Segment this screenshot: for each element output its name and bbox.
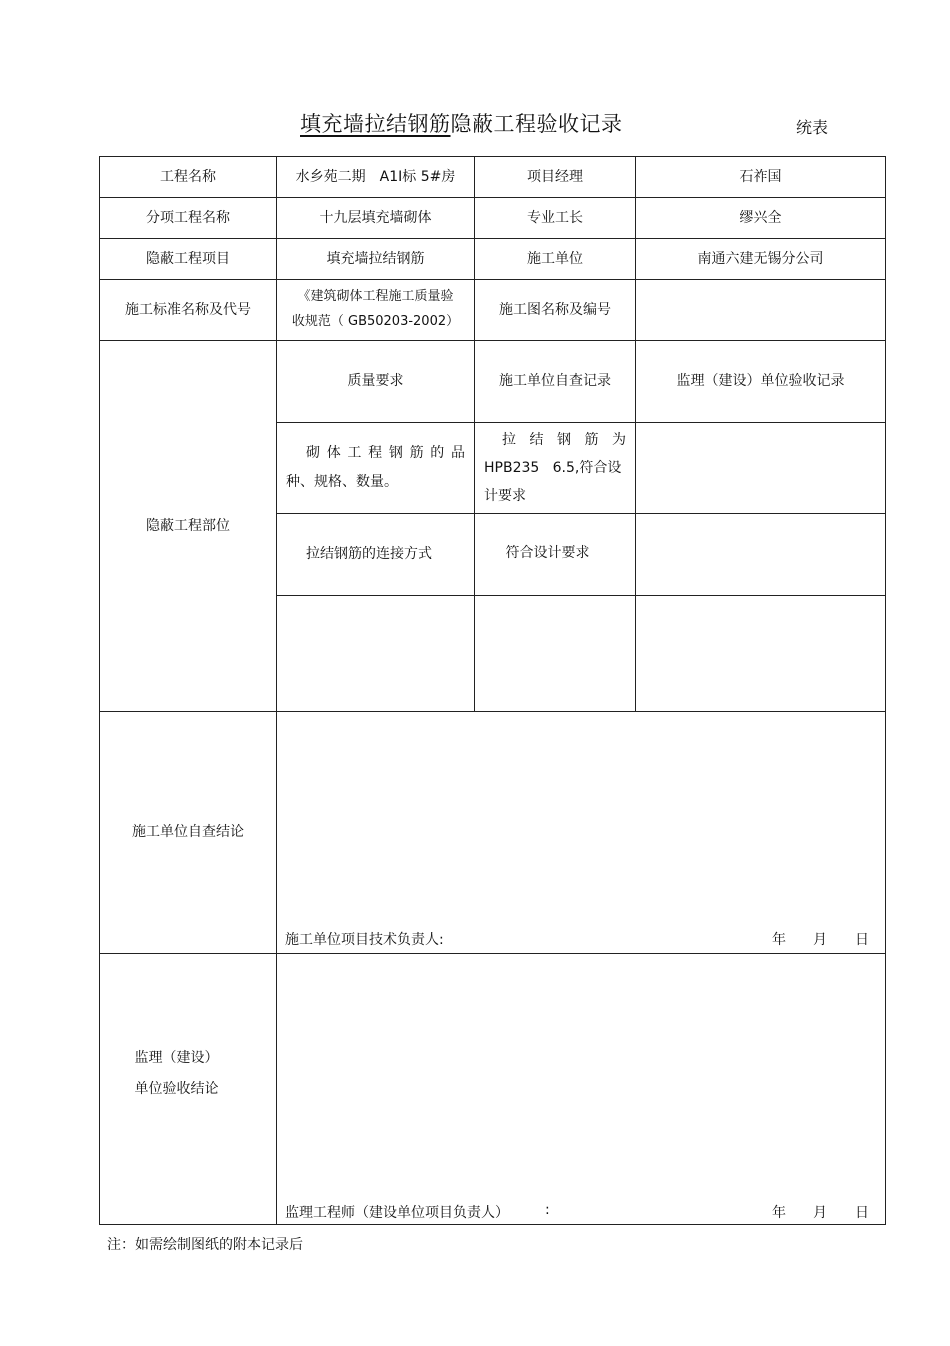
column-self-check-header: 施工单位自查记录 bbox=[499, 373, 611, 390]
footnote: 注：如需绘制图纸的附本记录后 bbox=[107, 1237, 303, 1253]
item1-check-line3: 计要求 bbox=[484, 488, 526, 504]
project-manager-value: 石祚国 bbox=[739, 168, 782, 185]
title-underlined-part: 填充墙拉结钢筋 bbox=[300, 112, 451, 136]
foreman-value: 缪兴全 bbox=[739, 209, 782, 226]
item1-quality bbox=[277, 423, 474, 513]
supervision-conclusion-day: 日 bbox=[855, 1205, 869, 1221]
standard-value-line2: 收规范（ GB50203-2002） bbox=[291, 314, 460, 329]
column-supervision-header: 监理（建设）单位验收记录 bbox=[676, 373, 845, 390]
item2-quality: 拉结钢筋的连接方式 bbox=[306, 546, 432, 563]
hidden-item-value: 填充墙拉结钢筋 bbox=[326, 250, 425, 267]
item2-self-check: 符合设计要求 bbox=[505, 544, 590, 561]
item2-supervision bbox=[636, 514, 885, 595]
item1-quality-line1: 砌体工程钢筋的品 bbox=[306, 444, 465, 461]
item1-check-line1: 拉 结 钢 筋 为 bbox=[502, 432, 626, 448]
standard-value bbox=[277, 280, 474, 340]
supervision-label-line1: 监理（建设） bbox=[134, 1050, 219, 1067]
standard-label: 施工标准名称及代号 bbox=[125, 301, 251, 318]
supervision-conclusion-signer: 监理工程师（建设单位项目负责人） bbox=[285, 1205, 509, 1221]
supervision-conclusion-month: 月 bbox=[813, 1205, 827, 1221]
project-name-value: 水乡苑二期 A1Ⅰ标 5#房 bbox=[295, 168, 456, 185]
standard-value-line1: 《建筑砌体工程施工质量验 bbox=[297, 289, 454, 305]
self-conclusion-label: 施工单位自查结论 bbox=[132, 824, 244, 841]
item1-check-line2: HPB235 6.5,符合设 bbox=[484, 460, 622, 476]
construction-unit-value: 南通六建无锡分公司 bbox=[697, 250, 824, 267]
supervision-conclusion-colon: : bbox=[545, 1202, 550, 1218]
self-conclusion-day: 日 bbox=[855, 932, 869, 948]
title-rest: 隐蔽工程验收记录 bbox=[450, 112, 623, 136]
item1-self-check bbox=[475, 423, 635, 513]
supervision-conclusion-year: 年 bbox=[772, 1205, 786, 1221]
sub-project-label: 分项工程名称 bbox=[146, 209, 230, 226]
project-name-label: 工程名称 bbox=[160, 168, 216, 185]
self-conclusion-month: 月 bbox=[813, 932, 827, 948]
self-conclusion-signer: 施工单位项目技术负责人: bbox=[285, 932, 444, 948]
hidden-part-label: 隐蔽工程部位 bbox=[146, 517, 230, 534]
supervision-label-line2: 单位验收结论 bbox=[134, 1081, 219, 1097]
grid-line bbox=[99, 1224, 886, 1225]
item1-supervision bbox=[636, 423, 885, 513]
drawing-label: 施工图名称及编号 bbox=[499, 301, 611, 318]
item3-self-check bbox=[475, 596, 635, 711]
self-conclusion-year: 年 bbox=[772, 932, 786, 948]
supervision-conclusion-label bbox=[100, 954, 265, 1194]
form-tag: 统表 bbox=[796, 118, 829, 137]
item3-supervision bbox=[636, 596, 885, 711]
item1-quality-line2: 种、规格、数量。 bbox=[286, 474, 398, 490]
hidden-item-label: 隐蔽工程项目 bbox=[146, 250, 230, 267]
project-manager-label: 项目经理 bbox=[527, 168, 583, 185]
grid-line bbox=[885, 156, 886, 1225]
construction-unit-label: 施工单位 bbox=[527, 250, 583, 267]
item3-quality bbox=[277, 596, 474, 711]
column-quality-header: 质量要求 bbox=[347, 373, 404, 390]
drawing-value bbox=[636, 280, 885, 340]
sub-project-value: 十九层填充墙砌体 bbox=[319, 209, 432, 226]
foreman-label: 专业工长 bbox=[527, 209, 583, 226]
